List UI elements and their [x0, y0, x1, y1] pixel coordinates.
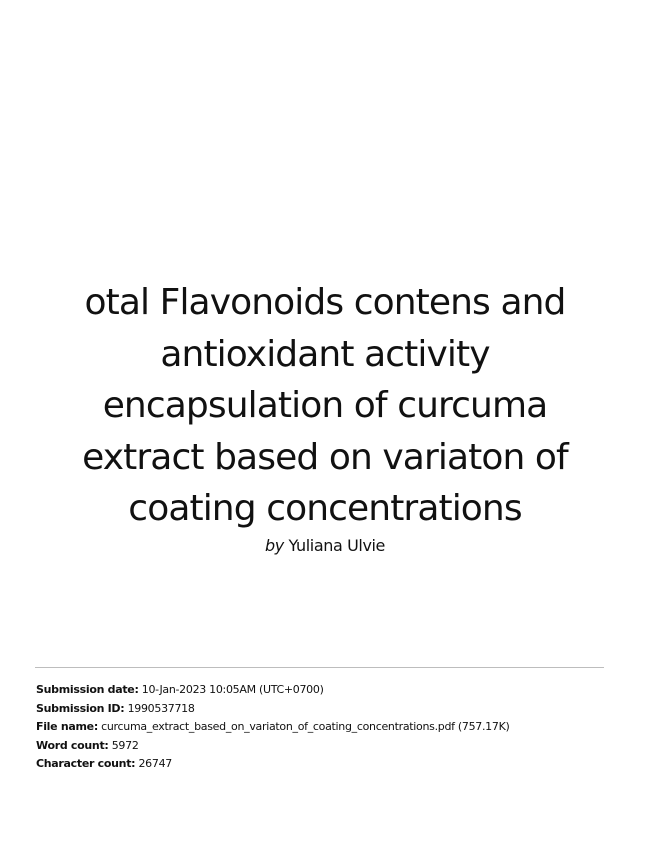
character-count-value: 26747 — [138, 757, 172, 770]
file-name-value: curcuma_extract_based_on_variaton_of_coating_concentrations.pdf (757.17K) — [101, 720, 510, 733]
word-count-label: Word count: — [36, 738, 109, 752]
submission-id-label: Submission ID: — [36, 701, 125, 715]
submission-date-value: 10-Jan-2023 10:05AM (UTC+0700) — [141, 683, 324, 696]
byline — [40, 535, 610, 557]
word-count-row — [36, 737, 510, 756]
submission-id-value: 1990537718 — [127, 701, 195, 715]
character-count-label: Character count: — [36, 757, 136, 770]
submission-details — [36, 681, 510, 774]
file-name-label: File name: — [36, 720, 98, 733]
document-title: otal Flavonoids contens and antioxidant activity encapsulation of curcuma extract based on variaton of coating concentrations — [82, 282, 568, 529]
file-name-row — [36, 718, 510, 737]
divider — [35, 667, 604, 668]
title-block — [40, 277, 610, 557]
submission-id-row — [36, 700, 510, 719]
byline-prefix: by — [264, 535, 284, 555]
word-count-value: 5972 — [111, 738, 139, 752]
character-count-row — [36, 755, 510, 774]
submission-date-row — [36, 681, 510, 700]
author-name: Yuliana Ulvie — [288, 535, 386, 555]
submission-date-label: Submission date: — [36, 683, 139, 696]
